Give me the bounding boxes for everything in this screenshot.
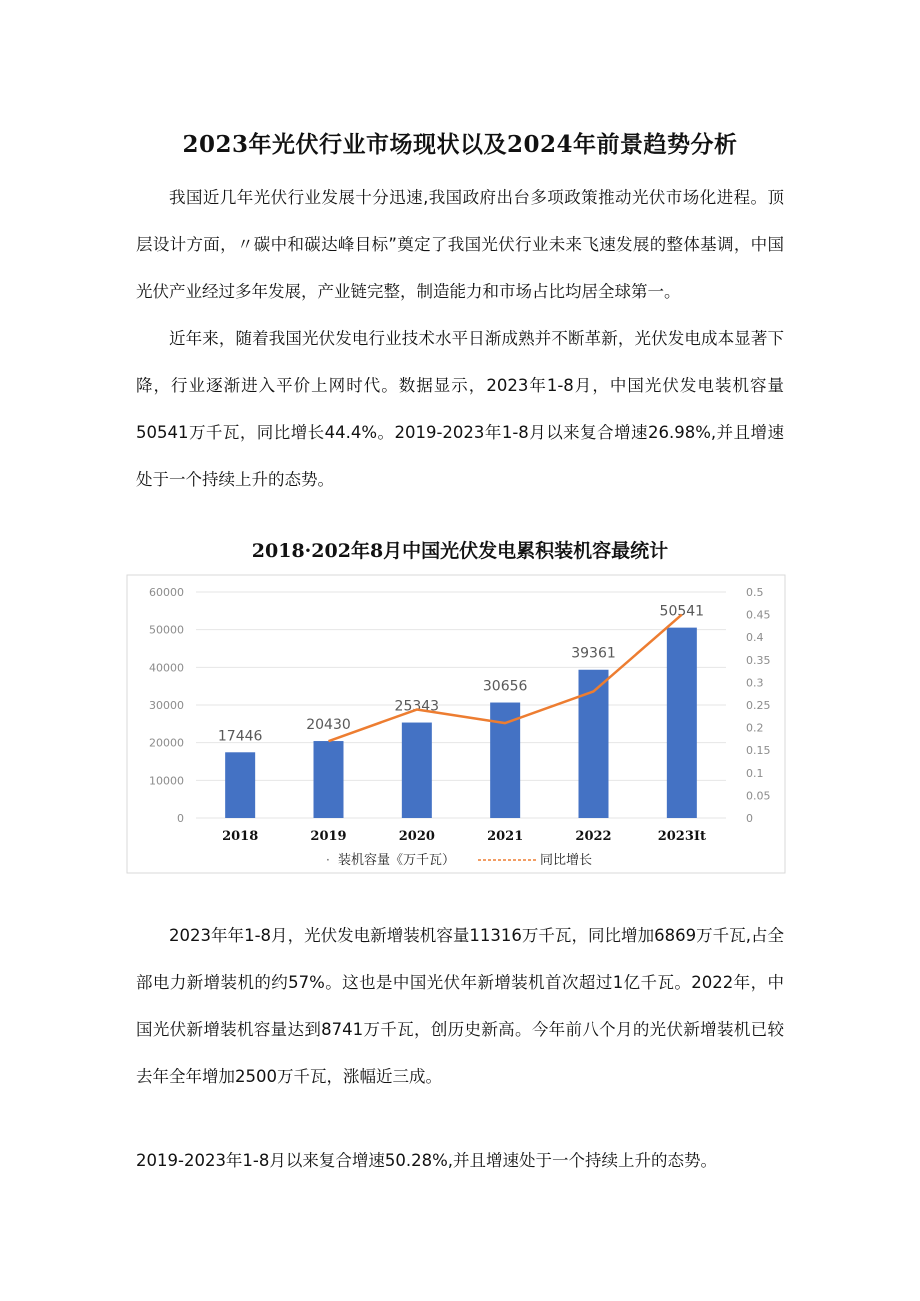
x-tick-label: 2018 — [222, 829, 259, 844]
legend-marker: · — [326, 853, 330, 867]
bar-2020 — [402, 723, 432, 818]
paragraph-2: 近年来，随着我国光伏发电行业技术水平日渐成熟并不断革新，光伏发电成本显著下降，行业逐渐进入平价上网时代。数据显示，2023年1-8月，中国光伏发电装机容量50541万千瓦，同比增长44.4%。2019-2023年1-8月以来复合增速26.98%,并且增速处于一个持续上升的态势。 — [136, 329, 784, 489]
data-label: 20430 — [306, 717, 351, 734]
bar-2023It — [667, 628, 697, 818]
y-right-tick-label: 0.45 — [746, 608, 771, 622]
y-left-tick-label: 20000 — [149, 736, 184, 750]
y-right-tick-label: 0 — [746, 812, 753, 825]
data-label: 39361 — [571, 645, 616, 662]
paragraph-1: 我国近几年光伏行业发展十分迅速,我国政府出台多项政策推动光伏市场化进程。顶层设计方面，〃碳中和碳达峰目标”奠定了我国光伏行业未来飞速发展的整体基调，中国光伏产业经过多年发展，产业链完整，制造能力和市场占比均居全球第一。 — [136, 188, 784, 301]
y-left-tick-label: 60000 — [149, 586, 184, 599]
x-tick-label: 2020 — [398, 829, 435, 844]
data-label: 25343 — [394, 698, 440, 715]
y-right-tick-label: 0.25 — [746, 699, 771, 712]
x-tick-label: 2022 — [575, 829, 612, 844]
y-left-tick-label: 50000 — [149, 623, 184, 637]
y-left-tick-label: 10000 — [149, 774, 184, 788]
y-left-tick-label: 0 — [177, 812, 184, 825]
y-left-tick-label: 40000 — [149, 661, 184, 675]
chart-title: 2018·202年8月中国光伏发电累积装机容最统计 — [251, 540, 669, 562]
data-label: 50541 — [659, 603, 705, 620]
y-right-tick-label: 0.05 — [746, 789, 771, 803]
bar-2019 — [314, 741, 344, 818]
legend-bar-label: 装机容量《万千瓦） — [338, 853, 456, 868]
y-right-tick-label: 0.1 — [746, 766, 764, 780]
y-left-tick-label: 30000 — [149, 699, 184, 712]
bar-2018 — [225, 752, 255, 818]
y-right-tick-label: 0.15 — [746, 744, 771, 758]
paragraph-3: 2023年年1-8月，光伏发电新增装机容量11316万千瓦，同比增加6869万千瓦,占全部电力新增装机的约57%。这也是中国光伏年新增装机首次超过1亿千瓦。2022年，中国光伏新增装机容量达到8741万千瓦，创历史新高。今年前八个月的光伏新增装机已较去年全年增加2500万千瓦，涨幅近三成。 — [136, 926, 784, 1086]
y-right-tick-label: 0.3 — [746, 676, 764, 690]
x-tick-label: 2019 — [310, 829, 347, 844]
y-right-tick-label: 0.2 — [746, 721, 764, 735]
legend-line-label: 同比增长 — [540, 853, 593, 868]
y-right-tick-label: 0.5 — [746, 586, 764, 599]
document-title: 2023年光伏行业市场现状以及2024年前景趋势分析 — [182, 131, 738, 158]
installed-capacity-chart — [126, 574, 786, 874]
y-right-tick-label: 0.35 — [746, 653, 771, 667]
data-label: 17446 — [217, 728, 263, 745]
paragraph-4: 2019-2023年1-8月以来复合增速50.28%,并且增速处于一个持续上升的态势。 — [136, 1151, 718, 1170]
x-tick-label: 2021 — [487, 829, 524, 844]
x-tick-label: 2023It — [657, 829, 706, 844]
data-label: 30656 — [482, 678, 528, 695]
y-right-tick-label: 0.4 — [746, 631, 764, 645]
